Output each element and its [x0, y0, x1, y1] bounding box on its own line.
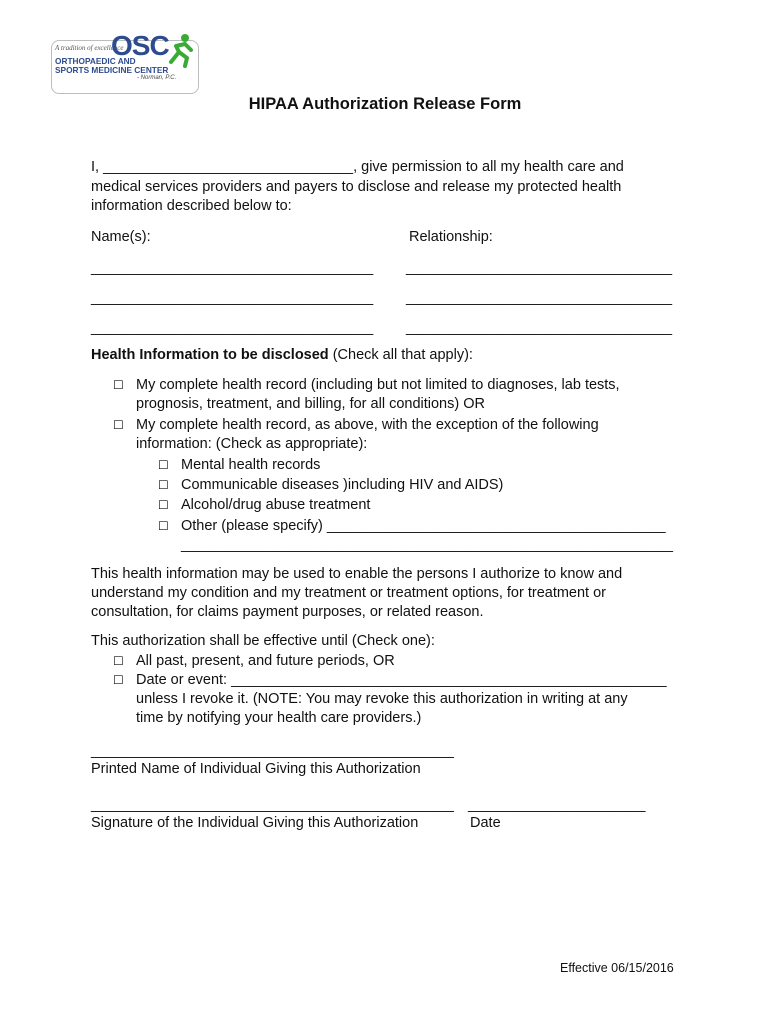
- purpose-line-1: This health information may be used to enable the persons I authorize to know and: [91, 566, 623, 582]
- health-info-heading: Health Information to be disclosed: [91, 347, 329, 363]
- checkbox-record-with-exceptions[interactable]: ☐: [113, 418, 124, 432]
- osc-logo: [51, 32, 201, 94]
- option-full-record-line-2: prognosis, treatment, and billing, for all conditions) OR: [136, 396, 485, 412]
- option-exceptions-line-1: My complete health record, as above, with the exception of the following: [136, 417, 599, 433]
- date-label: Date: [470, 815, 501, 831]
- revoke-note-line-1: unless I revoke it. (NOTE: You may revoke this authorization in writing at any: [136, 691, 628, 707]
- intro-line-1[interactable]: I, _______________________________, give permission to all my health care and: [91, 159, 624, 175]
- purpose-line-3: consultation, for claims payment purposes, or related reason.: [91, 604, 484, 620]
- checkbox-communicable[interactable]: ☐: [158, 478, 169, 492]
- sub-communicable: Communicable diseases )including HIV and AIDS): [181, 477, 504, 493]
- name-field-2[interactable]: ___________________________________: [91, 290, 374, 306]
- checkbox-other[interactable]: ☐: [158, 519, 169, 533]
- checkbox-mental-health[interactable]: ☐: [158, 458, 169, 472]
- health-info-note: (Check all that apply):: [332, 347, 473, 363]
- relationship-field-1[interactable]: _________________________________: [406, 260, 673, 276]
- printed-name-field[interactable]: _____________________________________________: [91, 743, 454, 759]
- logo-tagline: A tradition of excellence: [55, 44, 124, 52]
- sub-alcohol-drug: Alcohol/drug abuse treatment: [181, 497, 371, 513]
- intro-line-2: medical services providers and payers to disclose and release my protected health: [91, 179, 622, 195]
- sub-mental-health: Mental health records: [181, 457, 321, 473]
- relationship-field-3[interactable]: _________________________________: [406, 320, 673, 336]
- option-date-event[interactable]: Date or event: ______________________________________________________: [136, 672, 667, 688]
- signature-label: Signature of the Individual Giving this Authorization: [91, 815, 419, 831]
- relationship-label: Relationship:: [409, 229, 493, 245]
- effective-intro: This authorization shall be effective until (Check one):: [91, 633, 435, 649]
- logo-line-1: ORTHOPAEDIC AND: [55, 56, 136, 66]
- sub-other[interactable]: Other (please specify) __________________________________________: [181, 518, 666, 534]
- sub-other-line-2[interactable]: _____________________________________________________________: [181, 537, 673, 553]
- name-field-3[interactable]: ___________________________________: [91, 320, 374, 336]
- intro-line-3: information described below to:: [91, 198, 292, 214]
- option-exceptions-line-2: information: (Check as appropriate):: [136, 436, 368, 452]
- checkbox-date-event[interactable]: ☐: [113, 673, 124, 687]
- checkbox-full-record[interactable]: ☐: [113, 378, 124, 392]
- date-field[interactable]: ______________________: [468, 797, 646, 813]
- name-field-1[interactable]: ___________________________________: [91, 260, 374, 276]
- form-title: HIPAA Authorization Release Form: [248, 95, 522, 113]
- logo-line-3: - Norman, P.C.: [137, 75, 177, 81]
- logo-brand: OSC: [111, 30, 169, 61]
- revoke-note-line-2: time by notifying your health care providers.): [136, 710, 422, 726]
- effective-date-footer: Effective 06/15/2016: [560, 961, 674, 975]
- relationship-field-2[interactable]: _________________________________: [406, 290, 673, 306]
- names-label: Name(s):: [91, 229, 151, 245]
- purpose-line-2: understand my condition and my treatment or treatment options, for treatment or: [91, 585, 607, 601]
- health-info-heading-row: [91, 345, 473, 365]
- option-full-record-line-1: My complete health record (including but not limited to diagnoses, lab tests,: [136, 377, 620, 393]
- printed-name-label: Printed Name of Individual Giving this Authorization: [91, 761, 421, 777]
- checkbox-alcohol-drug[interactable]: ☐: [158, 498, 169, 512]
- logo-line-2: SPORTS MEDICINE CENTER: [55, 65, 169, 75]
- runner-icon: [163, 32, 199, 68]
- option-all-periods: All past, present, and future periods, OR: [136, 653, 395, 669]
- signature-field[interactable]: _____________________________________________: [91, 797, 454, 813]
- checkbox-all-periods[interactable]: ☐: [113, 654, 124, 668]
